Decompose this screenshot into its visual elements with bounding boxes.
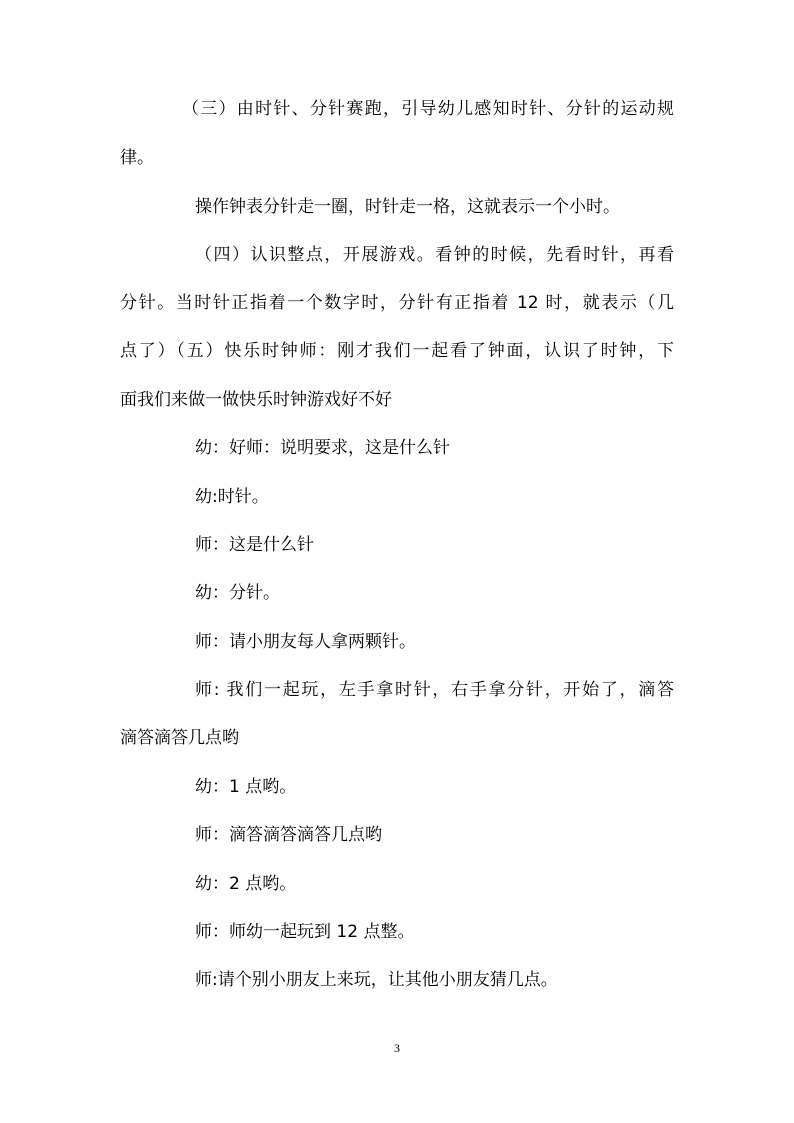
paragraph-line-1: （三）由时针、分针赛跑，引导幼儿感知时针、分针的运动规: [182, 99, 674, 119]
dialogue-line-3: 师：这是什么针: [195, 535, 314, 555]
dialogue-line-12: 师:请个别小朋友上来玩，让其他小朋友猜几点。: [195, 970, 558, 990]
dialogue-line-10: 幼：2 点哟。: [195, 874, 297, 894]
dialogue-line-4: 幼：分针。: [195, 583, 280, 603]
dialogue-line-11: 师：师幼一起玩到 12 点整。: [195, 922, 415, 942]
dialogue-line-6: 师: 我们一起玩，左手拿时针，右手拿分针，开始了，滴答: [195, 680, 674, 700]
dialogue-line-7: 滴答滴答几点哟: [120, 728, 239, 748]
dialogue-line-2: 幼:时针。: [195, 487, 269, 507]
paragraph-line-3: 操作钟表分针走一圈，时针走一格，这就表示一个小时。: [195, 197, 620, 217]
dialogue-line-9: 师：滴答滴答滴答几点哟: [195, 825, 382, 845]
paragraph-line-6: 点了）（五）快乐时钟师：刚才我们一起看了钟面，认识了时钟，下: [120, 341, 674, 361]
dialogue-line-1: 幼：好师：说明要求，这是什么针: [195, 438, 450, 458]
paragraph-line-4: （四）认识整点，开展游戏。看钟的时候，先看时针，再看: [195, 245, 674, 265]
paragraph-line-2: 律。: [120, 148, 154, 168]
dialogue-line-5: 师：请小朋友每人拿两颗针。: [195, 632, 416, 652]
dialogue-line-8: 幼：1 点哟。: [195, 777, 297, 797]
paragraph-line-5: 分针。当时针正指着一个数字时，分针有正指着 12 时，就表示（几: [120, 293, 674, 313]
page-number: 3: [394, 1041, 400, 1055]
paragraph-line-7: 面我们来做一做快乐时钟游戏好不好: [120, 390, 392, 410]
